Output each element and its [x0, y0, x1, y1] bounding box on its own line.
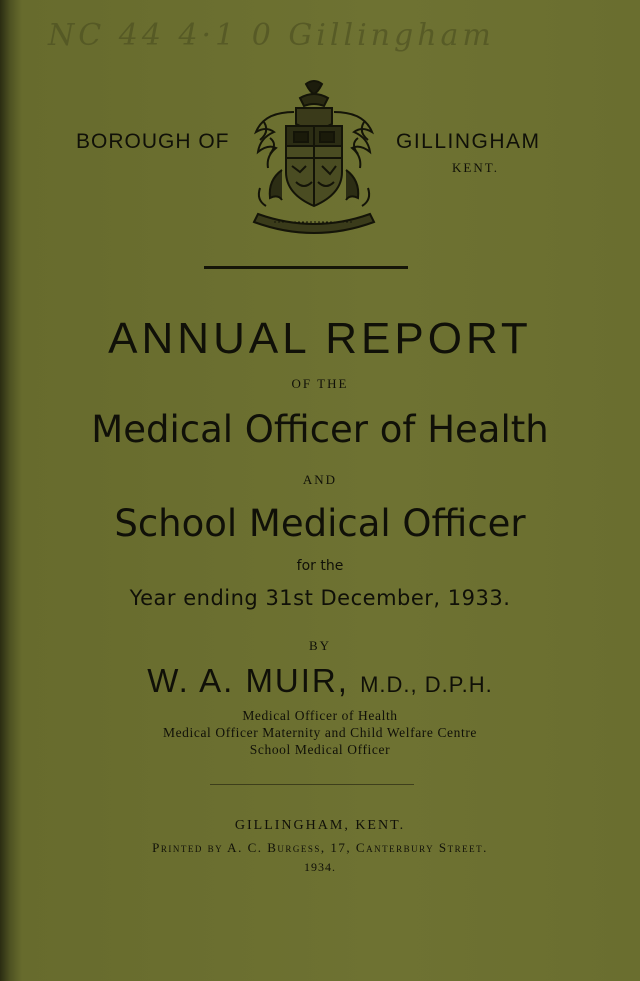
header-borough: BOROUGH OF: [76, 130, 230, 153]
author-name: W. A. MUIR,: [147, 662, 349, 699]
borough-coat-of-arms-icon: [244, 78, 384, 238]
header-town: GILLINGHAM: [396, 130, 541, 153]
office-school-medical-officer: School Medical Officer: [114, 502, 526, 545]
imprint-place: GILLINGHAM, KENT.: [234, 818, 406, 833]
office-medical-officer-of-health: Medical Officer of Health: [91, 408, 549, 451]
of-the-label: OF THE: [291, 376, 349, 391]
and-label: AND: [302, 472, 338, 487]
imprint-year: 1934.: [304, 860, 336, 874]
by-label: BY: [308, 638, 332, 653]
author-role: Medical Officer Maternity and Child Welfare Centre: [162, 725, 478, 740]
author-role: School Medical Officer: [249, 742, 391, 757]
imprint-printer: Printed by A. C. Burgess, 17, Canterbury Street.: [152, 840, 488, 855]
author-role: Medical Officer of Health: [242, 708, 398, 723]
for-the-label: for the: [296, 558, 344, 574]
header-county: KENT.: [452, 160, 499, 175]
divider-rule: [204, 266, 408, 269]
report-title: ANNUAL REPORT: [108, 314, 532, 363]
divider-rule: [210, 784, 414, 785]
author-qualifications: M.D., D.P.H.: [360, 672, 493, 697]
report-period: Year ending 31st December, 1933.: [129, 586, 511, 610]
handwritten-archive-note: NC 44 4·1 0 Gillingham: [48, 18, 495, 53]
author-line: [0, 662, 640, 700]
